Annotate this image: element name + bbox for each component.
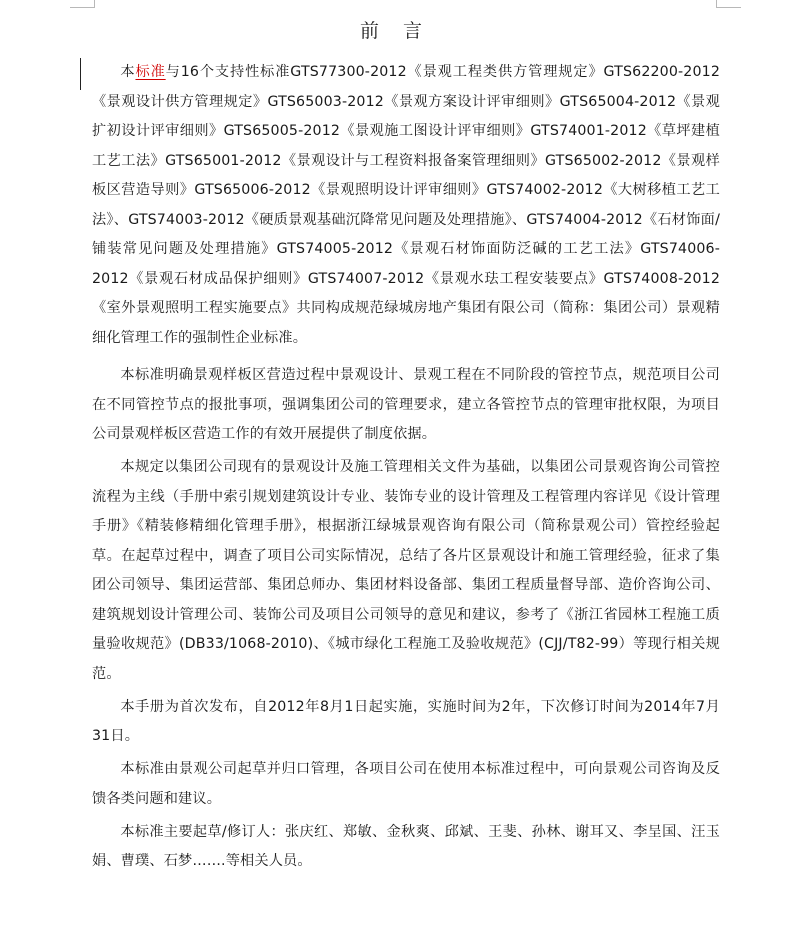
paragraph-3: 本规定以集团公司现有的景观设计及施工管理相关文件为基础，以集团公司景观咨询公司管控流程为主线（手册中索引规划建筑设计专业、装饰专业的设计管理及工程管理内容详见《设计管理手册》《精装修精细化管理手册》，根据浙江绿城景观咨询有限公司（简称景观公司）管控经验起草。在起草过程中，调查了项目公司实际情况，总结了各片区景观设计和施工管理经验，征求了集团公司领导、集团运营部、集团总师办、集团材料设备部、集团工程质量督导部、造价咨询公司、建筑规划设计管理公司、装饰公司及项目公司领导的意见和建议，参考了《浙江省园林工程施工质量验收规范》(DB33/1068-2010)、《城市绿化工程施工及验收规范》(CJJ/T82-99）等现行相关规范。 <box>92 459 720 682</box>
paragraph-1 <box>92 58 720 353</box>
text-cursor <box>80 58 81 90</box>
crop-mark-left-h <box>70 7 94 8</box>
paragraph-4: 本手册为首次发布，自2012年8月1日起实施，实施时间为2年，下次修订时间为2014年7月31日。 <box>92 698 720 744</box>
para1-rest: 与16个支持性标准GTS77300-2012《景观工程类供方管理规定》GTS62200-2012《景观设计供方管理规定》GTS65003-2012《景观方案设计评审细则》GTS65004-2012《景观扩初设计评审细则》GTS65005-2012《景观施工图设计评审细则》GTS74001-2012《草坪建植工艺工法》GTS65001-2012《景观设计与工程资料报备案管理细则》GTS65002-2012《景观样板区营造导则》GTS65006-2012《景观照明设计评审细则》GTS74002-2012《大树移植工艺工法》、GTS74003-2012《硬质景观基础沉降常见问题及处理措施》、GTS74004-2012《石材饰面/铺装常见问题及处理措施》GTS74005-2012《景观石材饰面防泛碱的工艺工法》GTS74006-2012《景观石材成品保护细则》GTS74007-2012《景观水珐工程安装要点》GTS74008-2012《室外景观照明工程实施要点》共同构成规范绿城房地产集团有限公司（简称：集团公司）景观精细化管理工作的强制性企业标准。 <box>92 64 721 346</box>
page-title: 前 言 <box>359 20 432 42</box>
document-body[interactable] <box>92 58 720 880</box>
spellcheck-highlight[interactable]: 标准 <box>135 64 166 80</box>
para1-lead: 本 <box>120 64 136 80</box>
crop-mark-left <box>94 0 95 8</box>
paragraph-5: 本标准由景观公司起草并归口管理，各项目公司在使用本标准过程中，可向景观公司咨询及反馈各类问题和建议。 <box>92 761 720 807</box>
crop-mark-right-h <box>717 7 741 8</box>
paragraph-6: 本标准主要起草/修订人：张庆红、郑敏、金秋爽、邱斌、王斐、孙林、谢耳又、李呈国、汪玉娟、曹璞、石梦…….等相关人员。 <box>92 823 720 869</box>
paragraph-2: 本标准明确景观样板区营造过程中景观设计、景观工程在不同阶段的管控节点，规范项目公司在不同管控节点的报批事项，强调集团公司的管理要求，建立各管控节点的管理审批权限，为项目公司景观样板区营造工作的有效开展提供了制度依据。 <box>92 367 720 442</box>
